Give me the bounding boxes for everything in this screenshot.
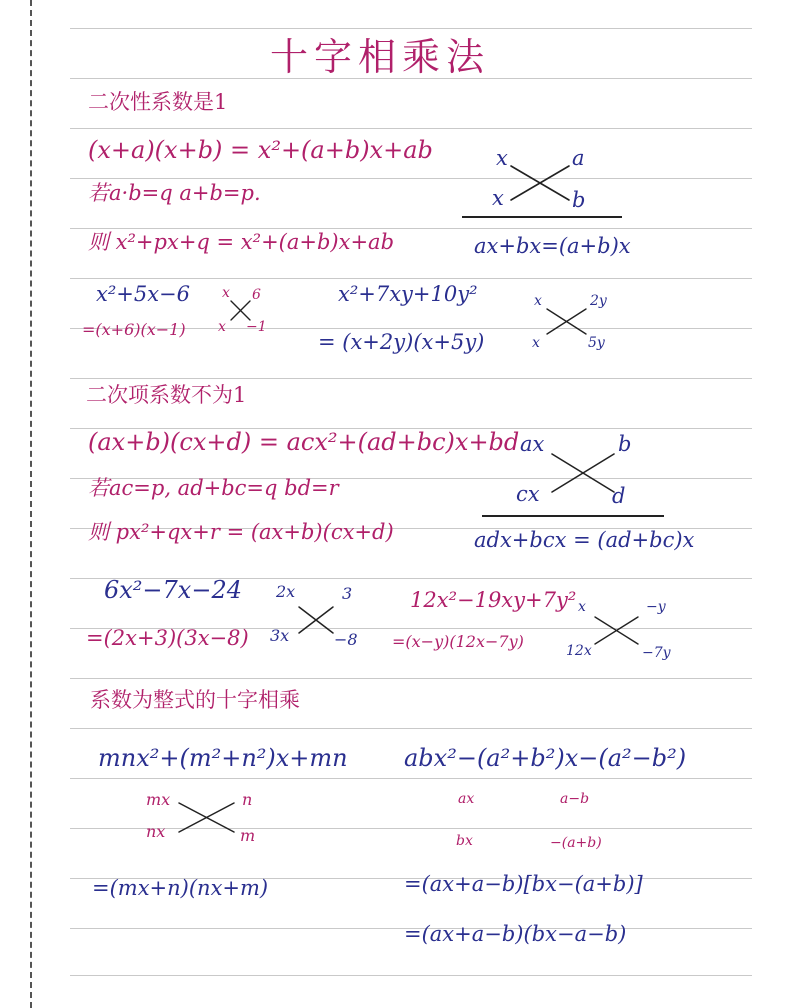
section1-heading: 二次性系数是1 [88,90,228,114]
s1-condition: 若a·b=q a+b=p. [88,181,261,205]
s1-ex1-answer: =(x+6)(x−1) [82,320,186,339]
s1-ex2-tr: 2y [590,293,607,309]
s2-condition: 若ac=p, ad+bc=q bd=r [88,476,339,500]
page-title: 十字相乘法 [270,35,491,79]
s1-then: 则 x²+px+q = x²+(a+b)x+ab [88,230,395,254]
s2-ex2-br: −7y [642,645,671,661]
s1-ex2-bl: x [532,335,540,351]
ruled-line [70,128,752,129]
s3-ex2-expr: abx²−(a²+b²)x−(a²−b²) [404,744,687,772]
s1-ex1-tr: 6 [252,287,261,303]
s2-cross-tl: ax [520,432,545,456]
s1-ex1-tl: x [222,285,230,301]
ruled-line [70,178,752,179]
s1-ex1-br: −1 [246,319,267,335]
s3-ex2-br: −(a+b) [550,835,602,851]
s2-cross-underline [482,515,664,517]
s1-cross-br: b [572,188,586,212]
s2-ex1-tl: 2x [276,582,296,601]
section2-heading: 二次项系数不为1 [86,383,247,407]
s1-cross-lines [505,160,575,206]
s3-ex1-br: m [240,826,256,845]
s2-cross-bl: cx [516,482,540,506]
s1-ex2-tl: x [534,293,542,309]
s2-cross-tr: b [618,432,632,456]
s2-ex1-cross-lines [296,604,336,636]
s1-cross-result: ax+bx=(a+b)x [474,234,631,258]
s2-ex2-expr: 12x²−19xy+7y² [410,588,577,612]
s2-ex1-answer: =(2x+3)(3x−8) [86,626,249,650]
ruled-line [70,28,752,29]
ruled-line [70,728,752,729]
s2-ex2-tl: x [578,599,586,615]
s2-ex1-bl: 3x [270,626,290,645]
s2-cross-lines [548,450,618,496]
s2-ex2-cross-lines [592,614,642,648]
s2-then: 则 px²+qx+r = (ax+b)(cx+d) [88,520,394,544]
s2-ex1-tr: 3 [342,584,353,603]
ruled-line [70,975,752,976]
s1-ex2-cross-lines [544,306,590,338]
s2-ex1-br: −8 [334,630,358,649]
s1-cross-bl: x [492,186,504,210]
s3-ex1-cross-lines [176,800,238,836]
s2-ex2-tr: −y [646,599,666,615]
section3-heading: 系数为整式的十字相乘 [90,688,300,712]
s3-ex2-tl: ax [458,791,475,807]
s3-ex1-answer: =(mx+n)(nx+m) [92,876,269,900]
s1-ex1-bl: x [218,319,226,335]
s1-cross-underline [462,216,622,218]
s2-ex2-bl: 12x [566,643,592,659]
s2-ex1-expr: 6x²−7x−24 [104,576,242,604]
left-margin-dashed-line [30,0,32,1008]
s1-cross-tr: a [572,146,585,170]
ruled-line [70,278,752,279]
s3-ex1-expr: mnx²+(m²+n²)x+mn [98,744,348,772]
s2-cross-result: adx+bcx = (ad+bc)x [474,528,695,552]
ruled-line [70,228,752,229]
s1-cross-tl: x [496,146,508,170]
s1-ex1-expr: x²+5x−6 [96,282,191,306]
s3-ex2-tr: a−b [560,791,590,807]
s3-ex1-tl: mx [146,790,171,809]
s3-ex2-step2: =(ax+a−b)(bx−a−b) [404,922,627,946]
ruled-line [70,378,752,379]
s1-formula: (x+a)(x+b) = x²+(a+b)x+ab [88,136,433,164]
s1-ex2-br: 5y [588,335,605,351]
s2-cross-br: d [612,484,626,508]
s2-formula: (ax+b)(cx+d) = acx²+(ad+bc)x+bd [88,428,520,456]
s1-ex2-answer: = (x+2y)(x+5y) [318,330,485,354]
s3-ex1-bl: nx [146,822,166,841]
ruled-line [70,828,752,829]
s3-ex1-tr: n [242,790,253,809]
s3-ex2-bl: bx [456,833,473,849]
ruled-line [70,678,752,679]
s1-ex1-cross-lines [228,298,254,324]
s3-ex2-step1: =(ax+a−b)[bx−(a+b)] [404,872,643,896]
s2-ex2-answer: =(x−y)(12x−7y) [392,632,524,651]
s1-ex2-expr: x²+7xy+10y² [338,282,478,306]
ruled-line [70,778,752,779]
